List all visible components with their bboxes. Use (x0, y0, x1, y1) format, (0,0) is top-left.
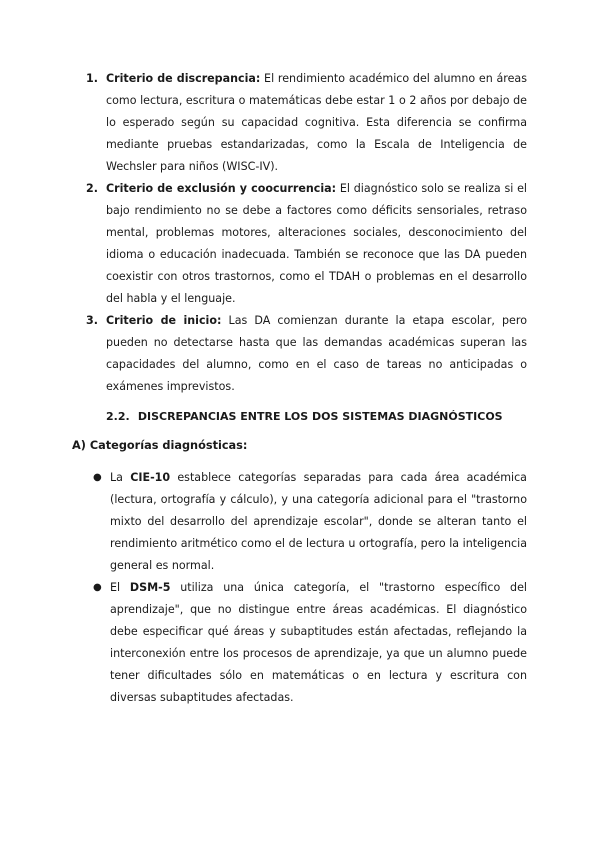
list-number: 3. (86, 314, 98, 327)
criteria-item (86, 178, 527, 310)
bullet-term: CIE-10 (130, 471, 171, 484)
subsection-heading: A) Categorías diagnósticas: (72, 439, 248, 452)
section-title: DISCREPANCIAS ENTRE LOS DOS SISTEMAS DIAGNÓSTICOS (137, 410, 503, 423)
bullet-term: DSM-5 (129, 581, 171, 594)
criteria-item (86, 310, 527, 398)
bullet-text: establece categorías separadas para cada área académica (lectura, ortografía y cálculo), y una categoría adicional para el "trastorno mixto del desarrollo del aprendizaje escolar", donde se alteran tanto el rendimiento aritmético como el de lectura u ortografía, pero la inteligencia general es normal. (110, 471, 527, 572)
list-item (93, 467, 527, 577)
bullet-text: utiliza una única categoría, el "trastorno específico del aprendizaje", que no distingue entre áreas académicas. El diagnóstico debe especificar qué áreas y subaptitudes están afectadas, reflejando la interconexión entre los procesos de aprendizaje, ya que un alumno puede tener dificultades sólo en matemáticas o en lectura y escritura con diversas subaptitudes afectadas. (110, 581, 527, 704)
criteria-term: Criterio de exclusión y coocurrencia: (106, 182, 337, 195)
criteria-list (86, 68, 527, 398)
criteria-item (86, 68, 527, 178)
section-number: 2.2. (106, 410, 130, 423)
bullet-icon: ● (93, 472, 102, 483)
criteria-text: El diagnóstico solo se realiza si el bajo rendimiento no se debe a factores como déficits sensoriales, retraso mental, problemas motores, alteraciones sociales, desconocimiento del idioma o educación inadecuada. También se reconoce que las DA pueden coexistir con otros trastornos, como el TDAH o problemas en el desarrollo del habla y el lenguaje. (106, 182, 528, 305)
bullet-list (93, 467, 527, 709)
criteria-text: Las DA comienzan durante la etapa escolar, pero pueden no detectarse hasta que las demandas académicas superan las capacidades del alumno, como en el caso de tareas no anticipadas o exámenes imprevistos. (106, 314, 527, 393)
bullet-pre: El (110, 581, 130, 594)
list-number: 1. (86, 72, 98, 85)
bullet-icon: ● (93, 582, 102, 593)
bullet-pre: La (110, 471, 131, 484)
criteria-term: Criterio de inicio: (106, 314, 222, 327)
section-heading (106, 407, 503, 427)
list-item (93, 577, 527, 709)
criteria-term: Criterio de discrepancia: (106, 72, 261, 85)
list-number: 2. (86, 182, 98, 195)
criteria-text: El rendimiento académico del alumno en áreas como lectura, escritura o matemáticas debe estar 1 o 2 años por debajo de lo esperado según su capacidad cognitiva. Esta diferencia se confirma mediante pruebas estandarizadas, como la Escala de Inteligencia de Wechsler para niños (WISC-IV). (106, 72, 527, 173)
